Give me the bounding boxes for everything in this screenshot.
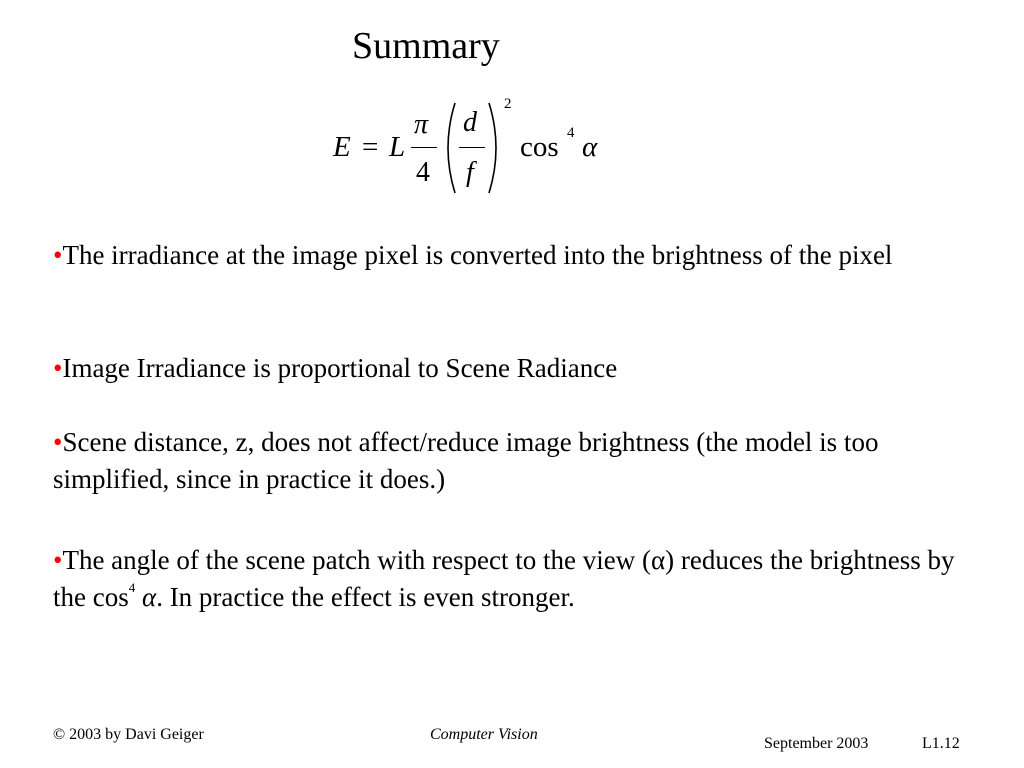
bullet-text: The irradiance at the image pixel is converted into the brightness of the pixel: [62, 240, 893, 270]
footer-date: September 2003: [764, 735, 869, 752]
fraction-bar-2: [459, 147, 485, 148]
bullet-text: Scene distance, z, does not affect/reduce image brightness (the model is too simplified, since in practice it does.): [53, 427, 879, 494]
bullet-item: [53, 237, 993, 274]
bullet-marker: •: [53, 545, 63, 575]
formula-four: 4: [416, 157, 430, 188]
bullet-marker: •: [53, 240, 63, 270]
bullet-marker: •: [53, 353, 63, 383]
formula-equals: =: [362, 131, 379, 163]
footer-copyright: © 2003 by Davi Geiger: [53, 726, 204, 743]
formula-d: d: [463, 107, 477, 138]
left-paren-icon: [439, 101, 457, 195]
fraction-bar-1: [411, 147, 437, 148]
formula-pi: π: [414, 109, 429, 140]
inline-alpha: α: [142, 582, 157, 612]
footer-slide-number: L1.12: [922, 735, 960, 752]
bullet-text: Image Irradiance is proportional to Scene Radiance: [62, 353, 618, 383]
formula-f: f: [466, 157, 474, 188]
footer-course: Computer Vision: [430, 726, 538, 743]
bullet-text-before: The angle of the scene patch with respect to the view (α) reduces the brightness by the: [53, 545, 955, 612]
bullet-marker: •: [53, 427, 63, 457]
bullet-text-after: . In practice the effect is even stronger.: [156, 582, 575, 612]
formula-alpha: α: [582, 131, 598, 163]
irradiance-formula: [325, 95, 625, 205]
formula-e: E: [333, 131, 351, 163]
formula-cos: cos: [520, 131, 559, 163]
inline-cos-exponent: 4: [128, 580, 136, 595]
slide-title: Summary: [352, 25, 500, 67]
bullet-item: [53, 542, 993, 620]
formula-outer-exponent: 2: [504, 96, 512, 112]
right-paren-icon: [487, 101, 505, 195]
formula-l: L: [389, 131, 406, 163]
bullet-item: [53, 350, 993, 387]
inline-cos: cos: [92, 582, 129, 612]
formula-cos-exponent: 4: [567, 125, 575, 141]
bullet-item: [53, 424, 993, 498]
